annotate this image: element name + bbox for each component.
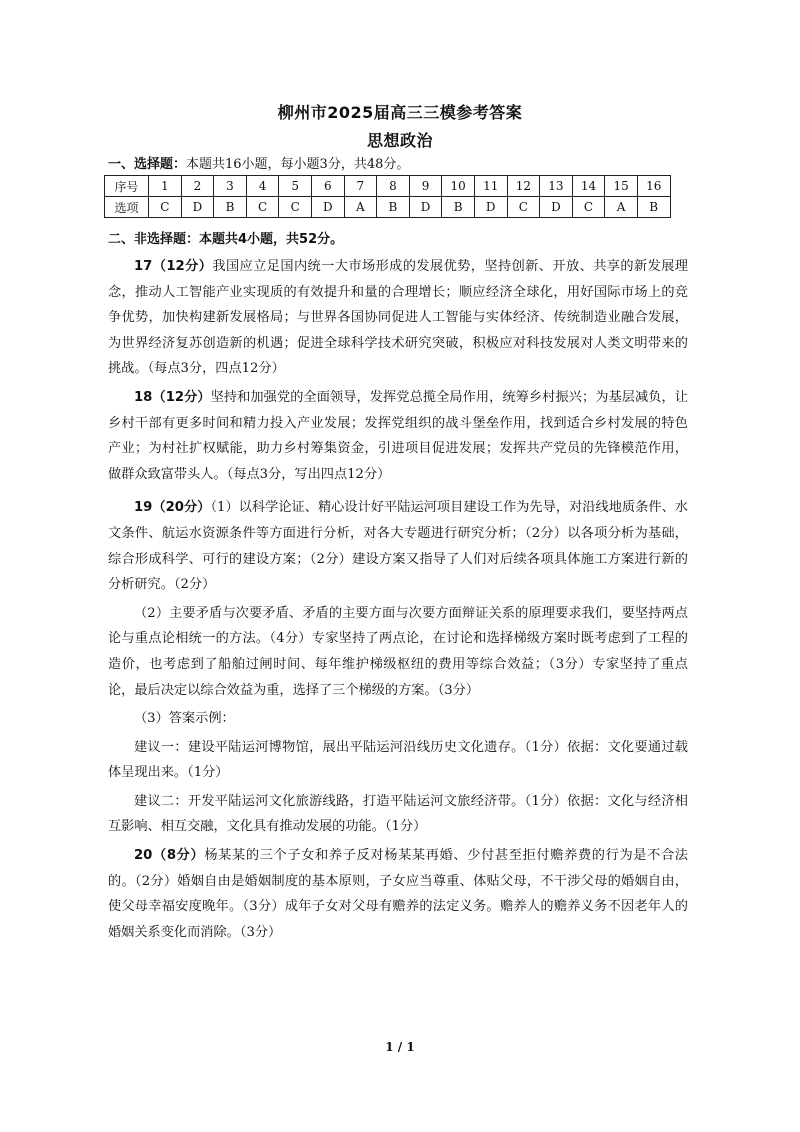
question-number-cell: 15 [605, 176, 638, 197]
section2-heading [108, 228, 343, 247]
question-number-cell: 11 [474, 176, 507, 197]
answer-option-cell: D [474, 197, 507, 218]
section1-description: 本题共16小题，每小题3分，共48分。 [186, 157, 410, 172]
question-number-cell: 12 [507, 176, 540, 197]
question-number-cell: 3 [214, 176, 247, 197]
answer-option-cell: C [507, 197, 540, 218]
answer-option-cell: B [377, 197, 410, 218]
question-number-cell: 1 [149, 176, 182, 197]
question-number-cell: 6 [311, 176, 344, 197]
answer-option-cell: A [344, 197, 377, 218]
q18-answer [108, 385, 688, 487]
answer-option-cell: C [279, 197, 312, 218]
q18-text: 坚持和加强党的全面领导，发挥党总揽全局作用，统筹乡村振兴；为基层减负，让乡村干部有更多时间和精力投入产业发展；发挥党组织的战斗堡垒作用，找到适合乡村发展的特色产业；为村社扩权赋能，助力乡村筹集资金，引进项目促进发展；发挥共产党员的先锋模范作用，做群众致富带头人。（每点3分，写出四点12分） [108, 389, 688, 482]
q20-text: 杨某某的三个子女和养子反对杨某某再婚、少付甚至拒付赡养费的行为是不合法的。（2分）婚姻自由是婚姻制度的基本原则，子女应当尊重、体贴父母，不干涉父母的婚姻自由，使父母幸福安度晚年。（3分）成年子女对父母有赡养的法定义务。赡养人的赡养义务不因老年人的婚姻关系变化而消除。（3分） [108, 848, 688, 940]
section2-heading-label: 二、非选择题：本题共4小题，共52分。 [108, 232, 344, 247]
section1-heading [108, 153, 409, 172]
answer-option-cell: C [149, 197, 182, 218]
question-number-cell: 9 [409, 176, 442, 197]
question-number-cell: 16 [637, 176, 670, 197]
q19-answer-part3: （3）答案示例： [134, 711, 235, 727]
q19-part1-text: （1）以科学论证、精心设计好平陆运河项目建设工作为先导，对沿线地质条件、水文条件、航运水资源条件等方面进行分析，对各大专题进行研究分析；（2分）以各项分析为基础，综合形成科学、可行的建设方案；（2分）建设方案又指导了人们对后续各项具体施工方案进行新的分析研究。（2分） [108, 500, 688, 593]
question-number-cell: 5 [279, 176, 312, 197]
question-number-cell: 13 [540, 176, 573, 197]
row-label-number: 序号 [105, 176, 149, 197]
answer-option-cell: A [605, 197, 638, 218]
q18-heading: 18（12分） [134, 389, 211, 405]
answer-option-cell: D [409, 197, 442, 218]
answer-body [108, 254, 688, 948]
answer-option-cell: B [442, 197, 475, 218]
question-number-cell: 8 [377, 176, 410, 197]
answer-option-cell: D [540, 197, 573, 218]
table-row-numbers [105, 176, 671, 197]
question-number-cell: 7 [344, 176, 377, 197]
page-number: 1 / 1 [385, 1040, 415, 1054]
section1-heading-label: 一、选择题： [108, 157, 187, 172]
row-label-option: 选项 [105, 197, 149, 218]
q17-heading: 17（12分） [134, 259, 213, 274]
question-number-cell: 4 [246, 176, 279, 197]
answer-option-cell: B [637, 197, 670, 218]
q19-heading: 19（20分） [134, 500, 211, 516]
q19-suggestion-2: 建议二：开发平陆运河文化旅游线路，打造平陆运河文旅经济带。（1分）依据：文化与经济相互影响、相互交融，文化具有推动发展的功能。（1分） [108, 793, 688, 835]
subject-title: 思想政治 [366, 131, 433, 150]
q19-suggestion-1: 建议一：建设平陆运河博物馆，展出平陆运河沿线历史文化遗存。（1分）依据：文化要通过载体呈现出来。（1分） [108, 739, 688, 781]
answer-option-cell: B [214, 197, 247, 218]
q20-answer [108, 843, 688, 945]
answer-option-cell: D [311, 197, 344, 218]
question-number-cell: 14 [572, 176, 605, 197]
q20-heading: 20（8分） [134, 848, 205, 864]
answer-option-cell: C [572, 197, 605, 218]
table-row-options [105, 197, 671, 218]
q19-answer-part1 [108, 495, 688, 597]
choice-answer-table [104, 175, 671, 218]
answer-option-cell: C [246, 197, 279, 218]
question-number-cell: 2 [181, 176, 214, 197]
q17-answer [108, 254, 688, 382]
q19-answer-part2: （2）主要矛盾与次要矛盾、矛盾的主要方面与次要方面辩证关系的原理要求我们，要坚持两点论与重点论相统一的方法。（4分）专家坚持了两点论，在讨论和选择梯级方案时既考虑到了工程的造价，也考虑到了船舶过闸时间、每年维护梯级枢纽的费用等综合效益；（3分）专家坚持了重点论，最后决定以综合效益为重，选择了三个梯级的方案。（3分） [108, 605, 688, 698]
answer-option-cell: D [181, 197, 214, 218]
q17-text: 我国应立足国内统一大市场形成的发展优势，坚持创新、开放、共享的新发展理念，推动人工智能产业实现质的有效提升和量的合理增长；顺应经济全球化，用好国际市场上的竞争优势，加快构建新发展格局；与世界各国协同促进人工智能与实体经济、传统制造业融合发展，为世界经济复苏创造新的机遇；促进全球科学技术研究突破，积极应对科技发展对人类文明带来的挑战。（每点3分，四点12分） [108, 259, 688, 377]
document-title: 柳州市2025届高三三模参考答案 [277, 103, 523, 122]
question-number-cell: 10 [442, 176, 475, 197]
